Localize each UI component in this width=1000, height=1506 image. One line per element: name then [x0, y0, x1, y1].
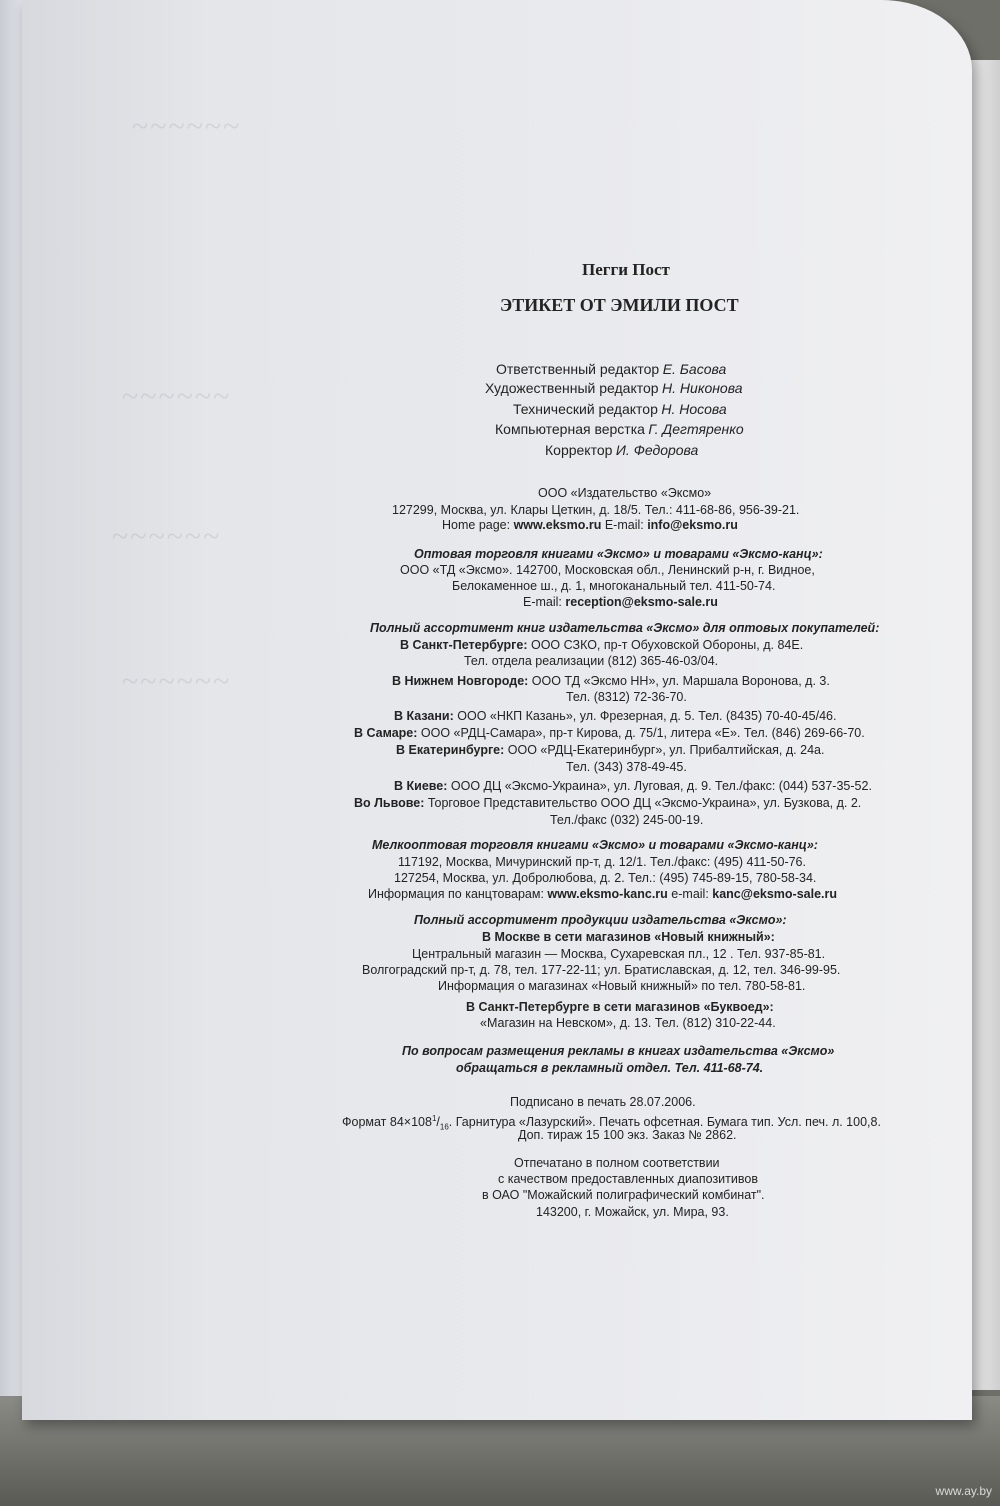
city-name: В Киеве: — [394, 779, 448, 793]
distributor-line: Тел./факс (032) 245-00-19. — [550, 813, 704, 827]
printer-line: с качеством предоставленных диапозитивов — [498, 1172, 758, 1186]
credit-role: Ответственный редактор — [496, 361, 660, 377]
full-range-heading: Полный ассортимент книг издательства «Эксмо» для оптовых покупателей: — [370, 621, 880, 635]
credit-line — [485, 381, 743, 397]
format-fraction-denominator: 16 — [439, 1122, 449, 1132]
distributor-line: Тел. отдела реализации (812) 365-46-03/04. — [464, 654, 719, 668]
format-fraction-numerator: 1 — [431, 1114, 437, 1123]
credit-name: И. Федорова — [615, 442, 699, 458]
distributor-line — [394, 709, 836, 724]
show-through-text: ~~~~~~ — [112, 520, 222, 553]
city-name: В Санкт-Петербурге: — [400, 638, 528, 652]
credit-line — [495, 422, 744, 438]
moscow-store-line: Центральный магазин — Москва, Сухаревская пл., 12 . Тел. 937-85-81. — [412, 947, 826, 961]
print-run: Доп. тираж 15 100 экз. Заказ № 2862. — [518, 1128, 737, 1142]
credit-line — [513, 402, 727, 418]
distributor-line — [392, 674, 830, 689]
advertising-line: обращаться в рекламный отдел. Тел. 411-68-74. — [456, 1061, 764, 1075]
format-line: Формат $84\times 108^1/_{16}$. Гарнитура «Лазурский». Печать офсетная. Бумага тип. Усл. печ. л. 100,8. — [342, 1114, 881, 1132]
publisher-address: 127299, Москва, ул. Клары Цеткин, д. 18/5. Тел.: 411-68-86, 956-39-21. — [392, 503, 800, 517]
credit-role: Технический редактор — [513, 401, 658, 417]
distributor-line — [354, 796, 861, 811]
retail-heading: Полный ассортимент продукции издательства «Эксмо»: — [414, 913, 787, 927]
wholesale-email — [523, 595, 718, 610]
wholesale-heading: Оптовая торговля книгами «Эксмо» и товарами «Эксмо-канц»: — [414, 547, 823, 561]
wholesale-email-address: reception@eksmo-sale.ru — [565, 595, 718, 609]
distributor-line — [400, 638, 803, 653]
publisher-email: info@eksmo.ru — [647, 518, 738, 532]
printer-line: Отпечатано в полном соответствии — [514, 1156, 720, 1170]
credit-role: Компьютерная верстка — [495, 421, 645, 437]
credit-name: Е. Басова — [662, 361, 727, 377]
city-name: В Нижнем Новгороде: — [392, 674, 529, 688]
printer-line: 143200, г. Можайск, ул. Мира, 93. — [536, 1205, 729, 1219]
small-wholesale-line: 117192, Москва, Мичуринский пр-т, д. 12/1. Тел./факс: (495) 411-50-76. — [398, 855, 806, 869]
stationery-url: www.eksmo-kanc.ru — [547, 887, 668, 901]
distributor-text: ООО ДЦ «Эксмо-Украина», ул. Луговая, д. 9. Тел./факс: (044) 537-35-52. — [447, 779, 872, 793]
credit-role: Художественный редактор — [485, 380, 659, 396]
distributor-line: Тел. (343) 378-49-45. — [566, 760, 687, 774]
printer-line: в ОАО "Можайский полиграфический комбинат". — [482, 1188, 765, 1202]
email-label: E-mail: — [523, 595, 566, 609]
stationery-email: kanc@eksmo-sale.ru — [712, 887, 838, 901]
credit-line — [545, 443, 698, 459]
stationery-label: Информация по канцтоварам: — [368, 887, 548, 901]
small-wholesale-heading: Мелкооптовая торговля книгами «Эксмо» и товарами «Эксмо-канц»: — [372, 838, 818, 852]
moscow-store-line: Информация о магазинах «Новый книжный» по тел. 780-58-81. — [438, 979, 806, 993]
credit-name: Г. Дегтяренко — [648, 421, 744, 437]
distributor-text: ООО «НКП Казань», ул. Фрезерная, д. 5. Тел. (8435) 70-40-45/46. — [453, 709, 837, 723]
city-name: В Казани: — [394, 709, 454, 723]
book-title: ЭТИКЕТ ОТ ЭМИЛИ ПОСТ — [500, 295, 739, 315]
city-name: В Екатеринбурге: — [396, 743, 505, 757]
email-label: E-mail: — [604, 518, 648, 532]
distributor-text: ООО ТД «Эксмо НН», ул. Маршала Воронова, д. 3. — [528, 674, 830, 688]
credit-role: Корректор — [545, 442, 613, 458]
distributor-text: ООО «РДЦ-Самара», пр-т Кирова, д. 75/1, литера «Е». Тел. (846) 269-66-70. — [417, 726, 865, 740]
city-name: Во Львове: — [354, 796, 425, 810]
home-page-label: Home page: — [442, 518, 514, 532]
publisher-name: ООО «Издательство «Эксмо» — [538, 486, 712, 500]
distributor-text: Торговое Представительство ООО ДЦ «Эксмо-Украина», ул. Бузкова, д. 2. — [424, 796, 862, 810]
spb-stores-heading: В Санкт-Петербурге в сети магазинов «Буквоед»: — [466, 1000, 774, 1014]
distributor-line: Тел. (8312) 72-36-70. — [566, 690, 687, 704]
publisher-web — [442, 518, 738, 533]
wholesale-line: Белокаменное ш., д. 1, многоканальный тел. 411-50-74. — [452, 579, 776, 593]
signed-to-print: Подписано в печать 28.07.2006. — [510, 1095, 696, 1109]
author-name: Пегги Пост — [582, 260, 670, 279]
show-through-text: ~~~~~~ — [122, 665, 232, 698]
credit-line — [496, 362, 726, 378]
city-name: В Самаре: — [354, 726, 418, 740]
advertising-line: По вопросам размещения рекламы в книгах издательства «Эксмо» — [402, 1044, 835, 1058]
credit-name: Н. Носова — [661, 401, 727, 417]
spb-store-line: «Магазин на Невском», д. 13. Тел. (812) 310-22-44. — [480, 1016, 776, 1030]
home-page-url: www.eksmo.ru — [513, 518, 602, 532]
stationery-info — [368, 887, 837, 902]
distributor-line — [394, 779, 872, 794]
wholesale-line: ООО «ТД «Эксмо». 142700, Московская обл., Ленинский р-н, г. Видное, — [400, 563, 815, 577]
email-label: e-mail: — [667, 887, 713, 901]
format-suffix: . Гарнитура «Лазурский». Печать офсетная. Бумага тип. Усл. печ. л. 100,8. — [448, 1115, 881, 1130]
credit-name: Н. Никонова — [662, 380, 743, 396]
imprint-page-content — [22, 0, 972, 1420]
distributor-text: ООО «РДЦ-Екатеринбург», ул. Прибалтийская, д. 24а. — [504, 743, 825, 757]
format-prefix: Формат 84×108 — [342, 1115, 432, 1130]
distributor-line — [396, 743, 824, 758]
distributor-line — [354, 726, 865, 741]
show-through-text: ~~~~~~ — [122, 380, 232, 413]
site-watermark: www.ay.by — [935, 1484, 992, 1498]
book-page — [22, 0, 972, 1420]
show-through-text: ~~~~~~ — [132, 110, 242, 143]
small-wholesale-line: 127254, Москва, ул. Добролюбова, д. 2. Тел.: (495) 745-89-15, 780-58-34. — [394, 871, 817, 885]
distributor-text: ООО СЗКО, пр-т Обуховской Обороны, д. 84Е. — [527, 638, 804, 652]
moscow-stores-heading: В Москве в сети магазинов «Новый книжный»: — [482, 930, 775, 944]
moscow-store-line: Волгоградский пр-т, д. 78, тел. 177-22-11; ул. Братиславская, д. 12, тел. 346-99-95. — [362, 963, 841, 977]
